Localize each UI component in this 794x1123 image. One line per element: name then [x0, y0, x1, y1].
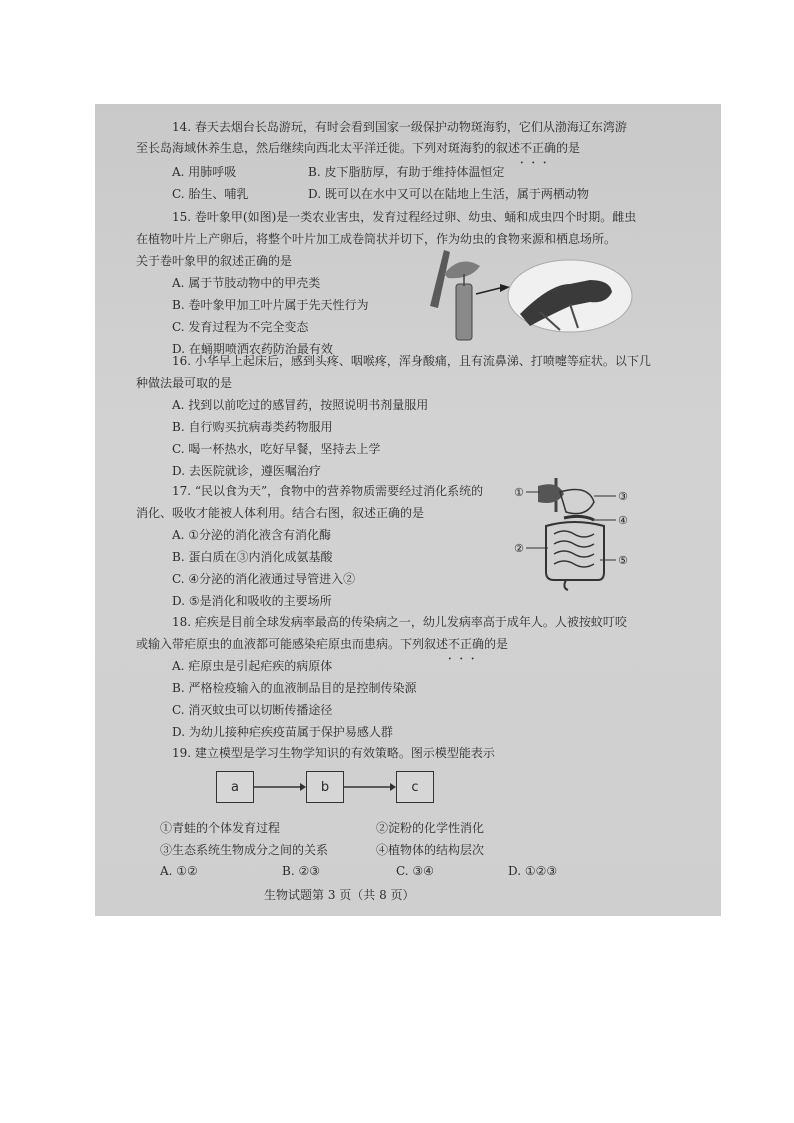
q18-line2-a: 或输入带疟原虫的血液都可能感染疟原虫而患病。下列叙述	[136, 637, 449, 651]
stomach-shape	[560, 490, 594, 514]
leaf-roller-weevil-illustration	[420, 244, 640, 344]
q17-line1: 17. “民以食为天”，食物中的营养物质需要经过消化系统的	[172, 484, 484, 498]
pancreas-shape	[564, 516, 594, 520]
q18-option-c: C. 消灭蚊虫可以切断传播途径	[172, 703, 333, 717]
digestive-system-diagram	[512, 472, 636, 592]
branch-shape	[430, 250, 450, 308]
q19-option-c: C. ③④	[396, 864, 434, 878]
q15-option-c: C. 发育过程为不完全变态	[172, 320, 309, 334]
q14-line1: 14. 春天去烟台长岛游玩，有时会看到国家一级保护动物斑海豹，它们从渤海辽东湾游	[172, 120, 627, 134]
model-box-a: a	[216, 771, 254, 803]
small-intestine-shape	[554, 531, 594, 567]
q17-option-d: D. ⑤是消化和吸收的主要场所	[172, 594, 332, 608]
model-box-b: b	[306, 771, 344, 803]
model-box-c: c	[396, 771, 434, 803]
rectum-shape	[564, 580, 568, 590]
q19-option-d: D. ①②③	[508, 864, 558, 878]
arrow-head-ab	[300, 783, 306, 791]
q18-option-b: B. 严格检疫输入的血液制品目的是控制传染源	[172, 681, 417, 695]
q19-statement-1: ①青蛙的个体发育过程	[160, 821, 281, 835]
q19-statement-4: ④植物体的结构层次	[376, 843, 485, 857]
q14-line2	[136, 138, 580, 158]
q15-line2: 在植物叶片上产卵后，将整个叶片加工成卷筒状并切下，作为幼虫的食物来源和栖息场所。	[136, 232, 617, 246]
q17-option-c: C. ④分泌的消化液通过导管进入②	[172, 572, 356, 586]
large-intestine-shape	[546, 522, 604, 580]
q14-option-d: D. 既可以在水中又可以在陆地上生活，属于两栖动物	[308, 187, 589, 201]
diagram-label-2: ②	[514, 542, 524, 555]
q15-option-d: D. 在蛹期喷洒农药防治最有效	[172, 342, 333, 356]
pointer-arrow	[476, 288, 500, 294]
q16-line2: 种做法最可取的是	[136, 376, 233, 390]
q16-option-b: B. 自行购买抗病毒类药物服用	[172, 420, 333, 434]
arrow-head-bc	[390, 783, 396, 791]
page-footer: 生物试题第 3 页（共 8 页）	[264, 888, 415, 902]
q17-option-b: B. 蛋白质在③内消化成氨基酸	[172, 550, 333, 564]
q18-option-d: D. 为幼儿接种疟疾疫苗属于保护易感人群	[172, 725, 393, 739]
q14-emphasis: 不正确 • • •	[520, 141, 556, 155]
q16-line1: 16. 小华早上起床后，感到头疼、咽喉疼，浑身酸痛，且有流鼻涕、打喷嚏等症状。以下几	[172, 354, 651, 368]
diagram-label-1: ①	[514, 486, 524, 499]
q14-option-b: B. 皮下脂肪厚，有助于维持体温恒定	[308, 165, 505, 179]
q15-option-b: B. 卷叶象甲加工叶片属于先天性行为	[172, 298, 369, 312]
q19-option-b: B. ②③	[282, 864, 320, 878]
q14-option-c: C. 胎生、哺乳	[172, 187, 249, 201]
model-arrows	[254, 780, 396, 794]
q16-option-a: A. 找到以前吃过的感冒药，按照说明书剂量服用	[172, 398, 429, 412]
q17-option-a: A. ①分泌的消化液含有消化酶	[172, 528, 332, 542]
leaf-shape	[444, 262, 480, 279]
diagram-label-4: ④	[618, 514, 628, 527]
q17-line2: 消化、吸收才能被人体利用。结合右图，叙述正确的是	[136, 506, 425, 520]
q19-option-a: A. ①②	[160, 864, 198, 878]
q18-option-a: A. 疟原虫是引起疟疾的病原体	[172, 659, 333, 673]
q14-option-a: A. 用肺呼吸	[172, 165, 237, 179]
q19-statement-3: ③生态系统生物成分之间的关系	[160, 843, 329, 857]
q19-line1: 19. 建立模型是学习生物学知识的有效策略。图示模型能表示	[172, 746, 495, 760]
rolled-leaf-shape	[456, 284, 472, 340]
q16-option-d: D. 去医院就诊，遵医嘱治疗	[172, 464, 321, 478]
q19-statement-2: ②淀粉的化学性消化	[376, 821, 485, 835]
q18-line1: 18. 疟疾是目前全球发病率最高的传染病之一，幼儿发病率高于成年人。人被按蚊叮咬	[172, 615, 627, 629]
q14-line2-a: 至长岛海域休养生息，然后继续向西北太平洋迁徙。下列对斑海豹的叙述	[136, 141, 521, 155]
q14-line2-b: 的是	[556, 141, 581, 155]
q15-option-a: A. 属于节肢动物中的甲壳类	[172, 276, 321, 290]
diagram-label-5: ⑤	[618, 554, 628, 567]
q18-line2-b: 的是	[484, 637, 509, 651]
diagram-label-3: ③	[618, 490, 628, 503]
q16-option-c: C. 喝一杯热水，吃好早餐，坚持去上学	[172, 442, 381, 456]
q18-emphasis: 不正确 • • •	[448, 637, 484, 651]
q18-line2	[136, 634, 508, 654]
q15-line1: 15. 卷叶象甲(如图)是一类农业害虫，发育过程经过卵、幼虫、蛹和成虫四个时期。雌虫	[172, 210, 637, 224]
q15-line3: 关于卷叶象甲的叙述正确的是	[136, 254, 293, 268]
